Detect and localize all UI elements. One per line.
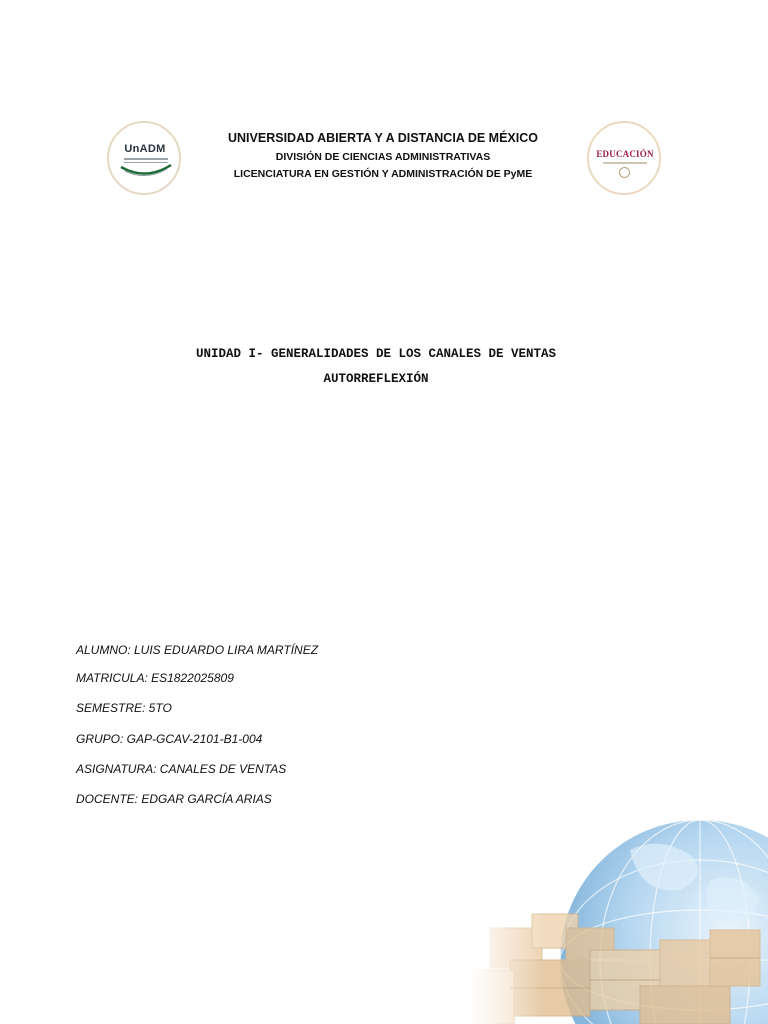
info-group: GRUPO: GAP-GCAV-2101-B1-004 [76,732,263,746]
unadm-logo-text: UnADM [124,143,166,155]
info-subject: ASIGNATURA: CANALES DE VENTAS [76,762,287,776]
educacion-logo-rule [603,162,647,164]
program-name: LICENCIATURA EN GESTIÓN Y ADMINISTRACIÓN DE PyME [233,168,533,180]
document-subtitle: AUTORREFLEXIÓN [323,372,429,386]
educacion-logo [587,121,661,195]
university-name: UNIVERSIDAD ABIERTA Y A DISTANCIA DE MÉXICO [228,131,538,145]
unadm-swoosh-icon [119,163,173,179]
division-name: DIVISIÓN DE CIENCIAS ADMINISTRATIVAS [275,151,491,163]
seal-icon [619,167,630,178]
info-semester: SEMESTRE: 5TO [76,701,172,715]
info-matricula: MATRICULA: ES1822025809 [76,671,234,685]
educacion-logo-text: EDUCACIÓN [596,149,654,159]
info-student: ALUMNO: LUIS EDUARDO LIRA MARTÍNEZ [76,643,319,657]
info-teacher: DOCENTE: EDGAR GARCÍA ARIAS [76,792,272,806]
globe-boxes-illustration [470,810,768,1024]
document-title: UNIDAD I- GENERALIDADES DE LOS CANALES DE VENTAS [195,347,557,361]
unadm-logo [107,121,181,195]
